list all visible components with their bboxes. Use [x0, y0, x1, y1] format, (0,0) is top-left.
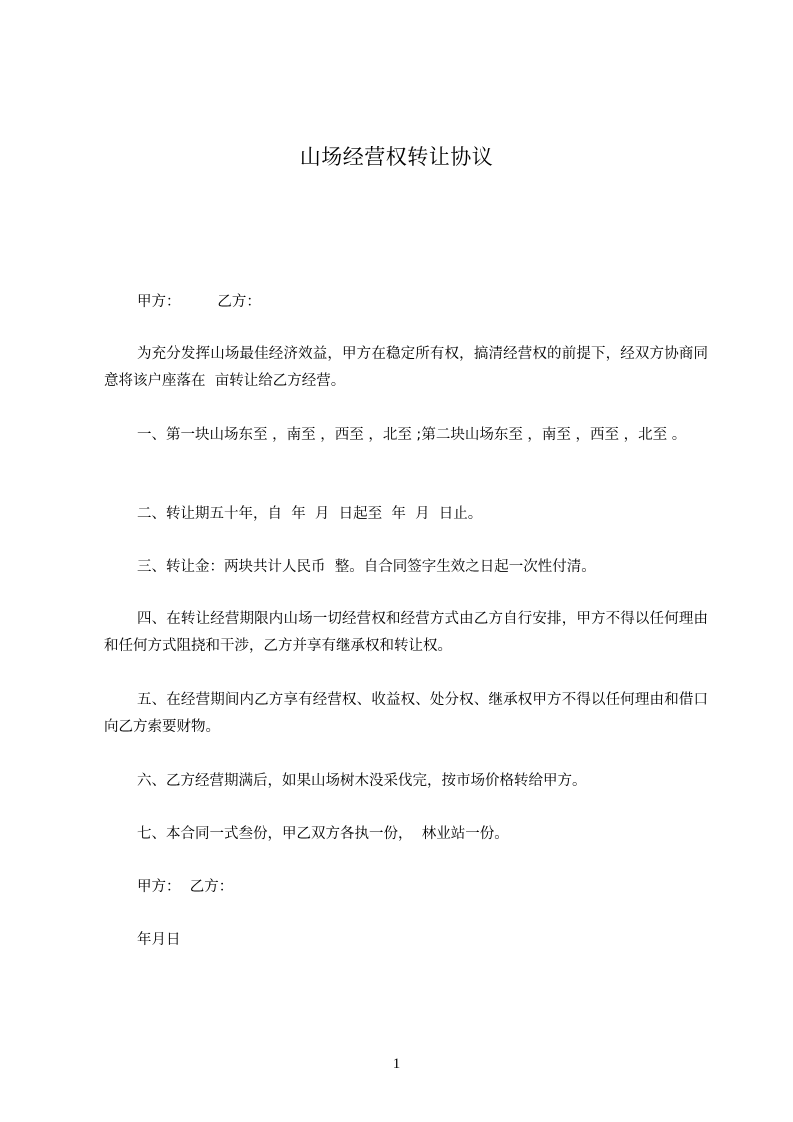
clause-5: 五、在经营期间内乙方享有经营权、收益权、处分权、继承权甲方不得以任何理由和借口向乙方索要财物。	[104, 692, 708, 735]
date-line: 年月日	[137, 932, 181, 948]
parties-line: 甲方： 乙方：	[137, 294, 261, 310]
clause-4: 四、在转让经营期限内山场一切经营权和经营方式由乙方自行安排，甲方不得以任何理由和任何方式阻挠和干涉，乙方并享有继承权和转让权。	[104, 611, 708, 654]
clause-1: 一、第一块山场东至 ，南至 ，西至 ，北至 ;第二块山场东至 ，南至 ，西至 ，北至 。	[137, 427, 687, 443]
clause-2: 二、转让期五十年，自 年 月 日起至 年 月 日止。	[137, 506, 483, 522]
document-title: 山场经营权转让协议	[299, 145, 494, 169]
page-number: 1	[392, 1056, 401, 1072]
signature-line: 甲方： 乙方：	[137, 879, 234, 895]
clause-3: 三、转让金：两块共计人民币 整。自合同签字生效之日起一次性付清。	[137, 559, 596, 575]
clause-6: 六、乙方经营期满后，如果山场树木没采伐完，按市场价格转给甲方。	[137, 773, 587, 789]
clause-7: 七、本合同一式叁份，甲乙双方各执一份， 林业站一份。	[137, 826, 509, 842]
preamble-paragraph: 为充分发挥山场最佳经济效益，甲方在稳定所有权，搞清经营权的前提下，经双方协商同意将该户座落在 亩转让给乙方经营。	[104, 346, 708, 389]
